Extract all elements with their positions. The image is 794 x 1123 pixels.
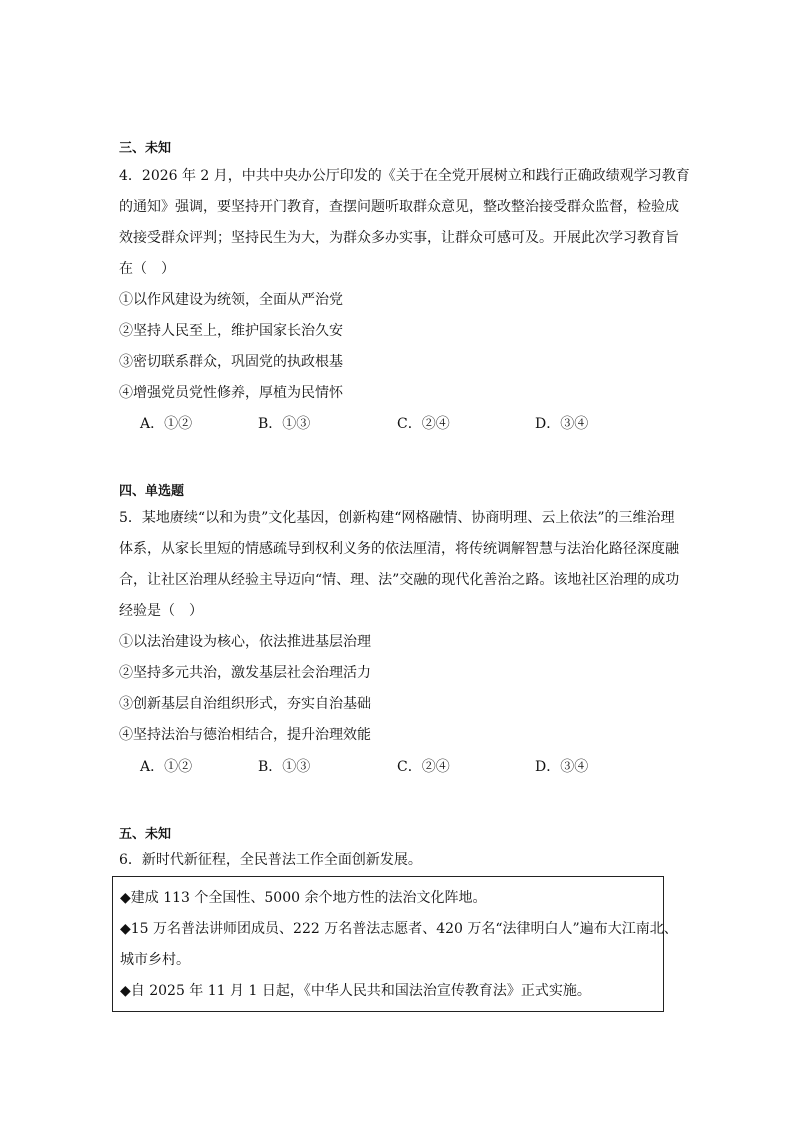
question-text: 5．某地赓续“以和为贵”文化基因，创新构建“网格融情、协商明理、云上依法”的三维治理 [119, 510, 675, 526]
material-line: ◆自 2025 年 11 月 1 日起，《中华人民共和国法治宣传教育法》正式实施。 [120, 983, 591, 999]
statement-item: ②坚持多元共治，激发基层社会治理活力 [119, 665, 371, 681]
section-heading: 三、未知 [119, 141, 172, 156]
answer-option-b[interactable]: B．①③ [258, 416, 311, 432]
question-text: 体系，从家长里短的情感疏导到权利义务的依法厘清，将传统调解智慧与法治化路径深度融 [119, 541, 679, 557]
answer-option-a[interactable]: A．①② [140, 416, 193, 432]
question-text: 6．新时代新征程，全民普法工作全面创新发展。 [119, 852, 422, 868]
question-text: 经验是（ ） [119, 603, 203, 619]
answer-option-d[interactable]: D．③④ [535, 416, 589, 432]
question-text: 效接受群众评判；坚持民生为大，为群众多办实事，让群众可感可及。开展此次学习教育旨 [119, 230, 679, 246]
statement-item: ①以法治建设为核心，依法推进基层治理 [119, 634, 371, 650]
statement-item: ④增强党员党性修养，厚植为民情怀 [119, 385, 343, 401]
question-text: 4．2026 年 2 月，中共中央办公厅印发的《关于在全党开展树立和践行正确政绩观学习教育 [119, 168, 690, 184]
answer-option-c[interactable]: C．②④ [397, 416, 450, 432]
statement-item: ④坚持法治与德治相结合，提升治理效能 [119, 727, 371, 743]
section-heading: 四、单选题 [119, 484, 185, 499]
question-text: 合，让社区治理从经验主导迈向“情、理、法”交融的现代化善治之路。该地社区治理的成功 [119, 572, 680, 588]
section-heading: 五、未知 [119, 827, 172, 842]
answer-option-a[interactable]: A．①② [140, 759, 193, 775]
material-line: ◆15 万名普法讲师团成员、222 万名普法志愿者、420 万名“法律明白人”遍布大江南北、 [120, 921, 678, 937]
material-line: ◆建成 113 个全国性、5000 余个地方性的法治文化阵地。 [120, 890, 487, 906]
answer-option-b[interactable]: B．①③ [258, 759, 311, 775]
material-box [112, 876, 678, 1012]
statement-item: ①以作风建设为统领，全面从严治党 [119, 292, 343, 308]
answer-option-c[interactable]: C．②④ [397, 759, 450, 775]
question-text: 的通知》强调，要坚持开门教育，查摆问题听取群众意见，整改整治接受群众监督，检验成 [119, 199, 679, 215]
statement-item: ③密切联系群众，巩固党的执政根基 [119, 354, 343, 370]
question-text: 在（ ） [119, 261, 175, 277]
material-line: 城市乡村。 [120, 952, 190, 968]
answer-option-d[interactable]: D．③④ [535, 759, 589, 775]
statement-item: ③创新基层自治组织形式，夯实自治基础 [119, 696, 371, 712]
statement-item: ②坚持人民至上，维护国家长治久安 [119, 323, 343, 339]
